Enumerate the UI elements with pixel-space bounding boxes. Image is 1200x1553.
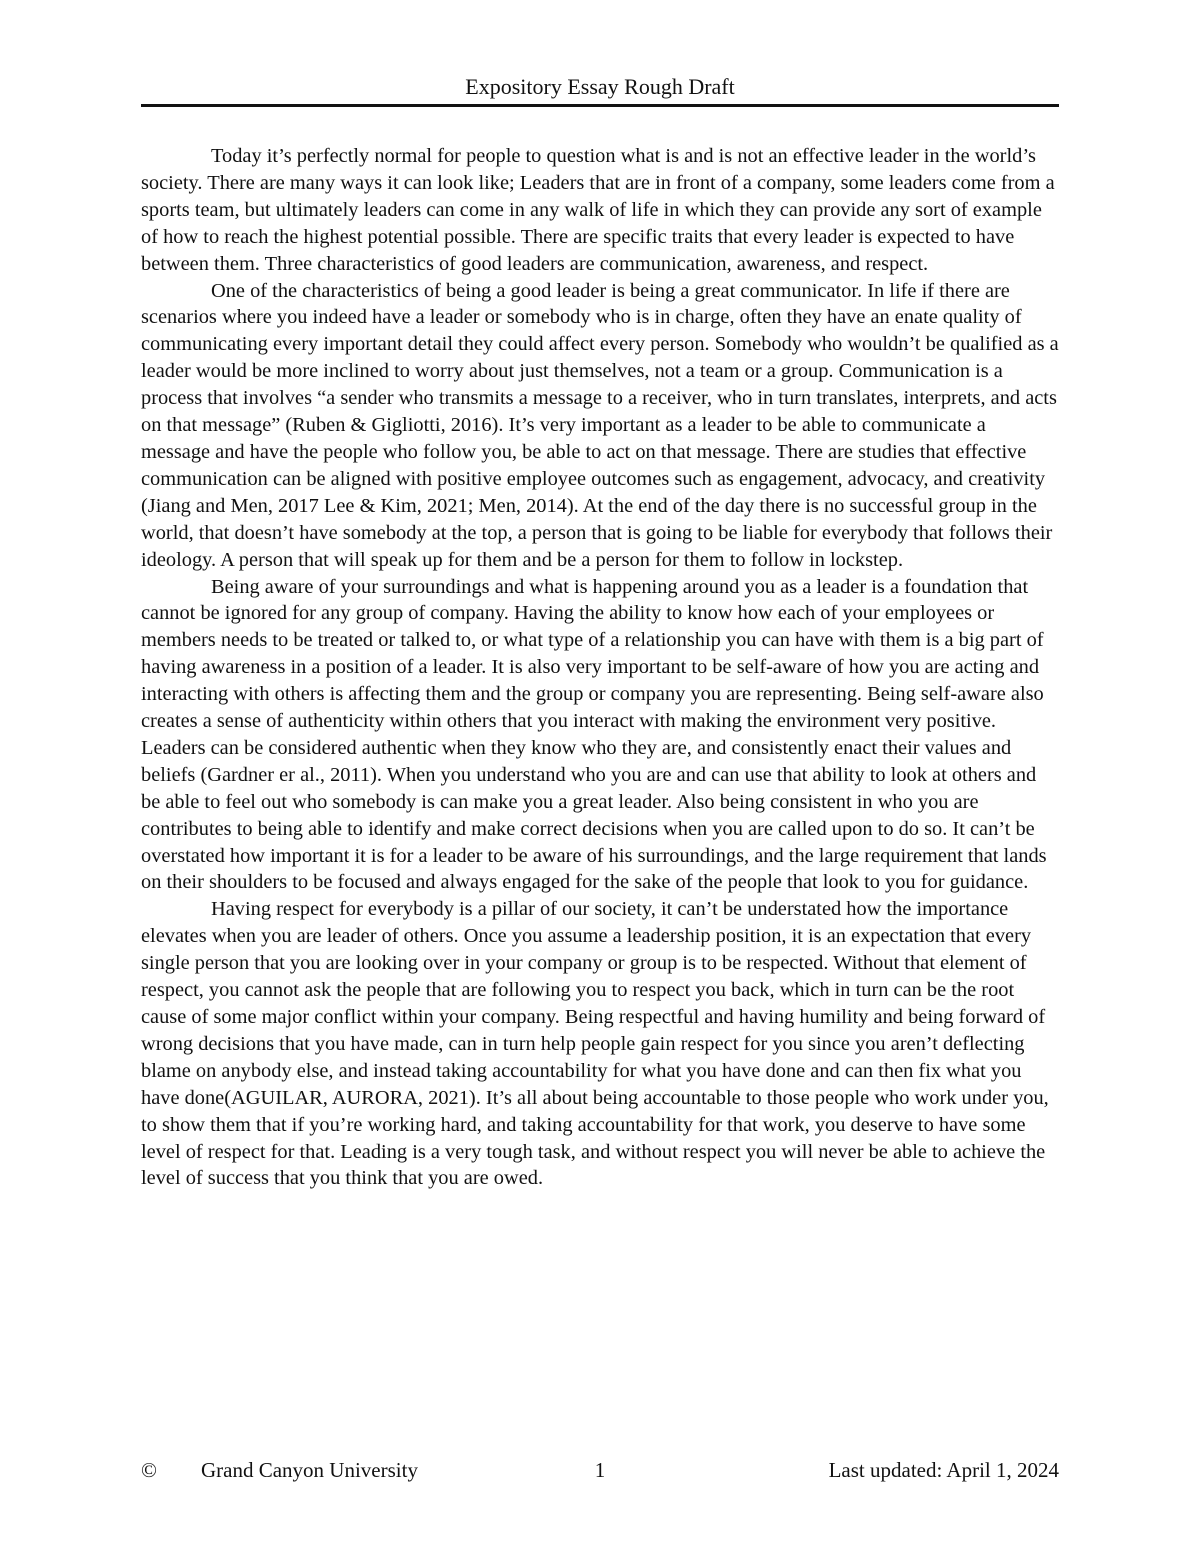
page-header-title: Expository Essay Rough Draft — [465, 74, 735, 99]
paragraph-respect: Having respect for everybody is a pillar of our society, it can’t be understated how the importance elevates when you are leader of others. Once you assume a leadership position, it is an expectation that every single person that you are looking over in your company or group is to be respected. Without that element of respect, you cannot ask the people that are following you to respect you back, which in turn can be the root cause of some major conflict within your company. Being respectful and having humility and being forward of wrong decisions that you have made, can in turn help people gain respect for you since you aren’t deflecting blame on anybody else, and instead taking accountability for what you have done and can then fix what you have done(AGUILAR, AURORA, 2021). It’s all about being accountable to those people who work under you, to show them that if you’re working hard, and taking accountability for that work, you deserve to have some level of respect for that. Leading is a very tough task, and without respect you will never be able to achieve the level of success that you think that you are owed. — [141, 898, 1049, 1190]
footer-organization: Grand Canyon University — [201, 1458, 418, 1482]
header-divider — [141, 104, 1059, 107]
paragraph-awareness: Being aware of your surroundings and what is happening around you as a leader is a foundation that cannot be ignored for any group of company. Having the ability to know how each of your employees or members needs to be treated or talked to, or what type of a relationship you can have with them is a big part of having awareness in a position of a leader. It is also very important to be self-aware of how you are acting and interacting with others is affecting them and the group or company you are representing. Being self-aware also creates a sense of authenticity within others that you interact with making the environment very positive. Leaders can be considered authentic when they know who they are, and consistently enact their values and beliefs (Gardner er al., 2011). When you understand who you are and can use that ability to look at others and be able to feel out who somebody is can make you a great leader. Also being consistent in who you are contributes to being able to identify and make correct decisions when you are called upon to do so. It can’t be overstated how important it is for a leader to be aware of his surroundings, and the large requirement that lands on their shoulders to be focused and always engaged for the sake of the people that look to you for guidance. — [141, 575, 1047, 894]
copyright-symbol: © — [141, 1458, 157, 1482]
page-footer — [141, 1455, 1059, 1485]
last-updated-date: Last updated: April 1, 2024 — [828, 1458, 1059, 1482]
page-number: 1 — [594, 1458, 606, 1482]
paragraph-communication: One of the characteristics of being a good leader is being a great communicator. In life if there are scenarios where you indeed have a leader or somebody who is in charge, often they have an enate quality of communicating every important detail they could affect every person. Somebody who wouldn’t be qualified as a leader would be more inclined to worry about just themselves, not a team or a group. Communication is a process that involves “a sender who transmits a message to a receiver, who in turn translates, interprets, and acts on that message” (Ruben & Gigliotti, 2016). It’s very important as a leader to be able to communicate a message and have the people who follow you, be able to act on that message. There are studies that effective communication can be aligned with positive employee outcomes such as engagement, advocacy, and creativity (Jiang and Men, 2017 Lee & Kim, 2021; Men, 2014). At the end of the day there is no successful group in the world, that doesn’t have somebody at the top, a person that is going to be liable for everybody that follows their ideology. A person that will speak up for them and be a person for them to follow in lockstep. — [141, 279, 1059, 571]
essay-body — [141, 143, 1059, 1192]
paragraph-introduction: Today it’s perfectly normal for people to question what is and is not an effective leader in the world’s society. There are many ways it can look like; Leaders that are in front of a company, some leaders come from a sports team, but ultimately leaders can come in any walk of life in which they can provide any sort of example of how to reach the highest potential possible. There are specific traits that every leader is expected to have between them. Three characteristics of good leaders are communication, awareness, and respect. — [141, 145, 1055, 275]
